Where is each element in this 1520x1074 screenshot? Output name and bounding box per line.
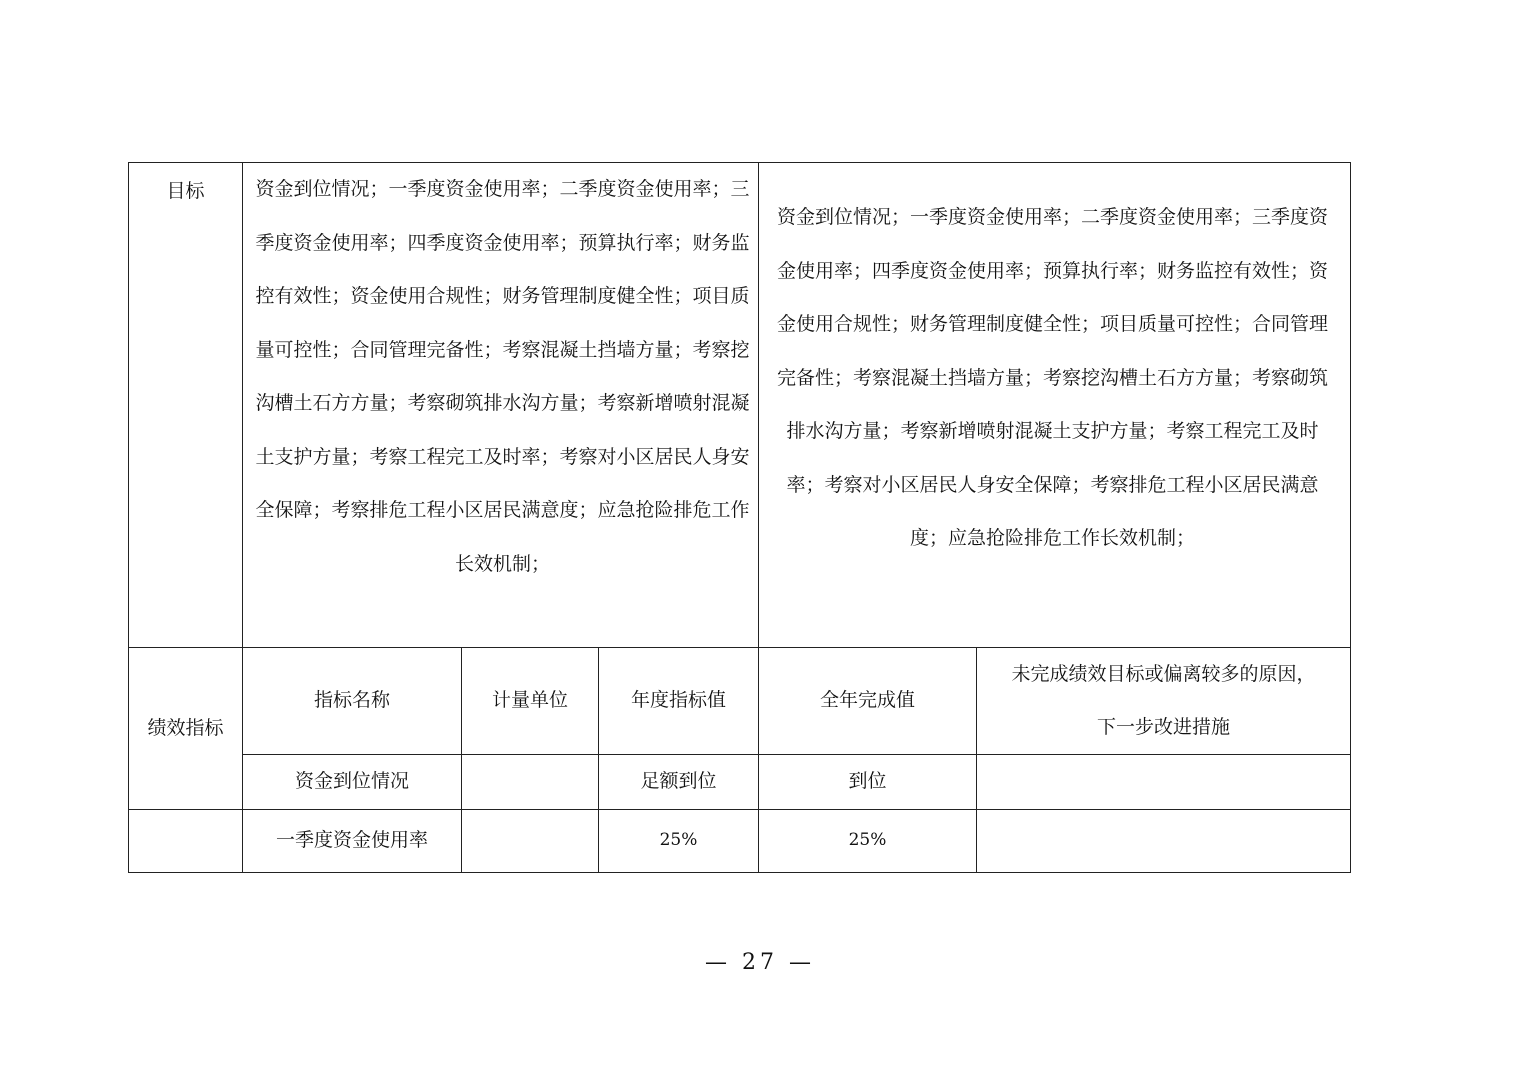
page-number: — 27 — bbox=[705, 950, 815, 975]
indicator-unit-cell bbox=[462, 755, 599, 810]
header-unit: 计量单位 bbox=[462, 648, 599, 755]
target-actual-text bbox=[759, 163, 1351, 648]
table-row bbox=[129, 755, 1351, 810]
target-row bbox=[129, 163, 1351, 648]
header-indicator-name: 指标名称 bbox=[243, 648, 462, 755]
target-actual-content: 资金到位情况；一季度资金使用率；二季度资金使用率；三季度资金使用率；四季度资金使用率；预算执行率；财务监控有效性；资金使用合规性；财务管理制度健全性；项目质量可控性；合同管理完备性；考察混凝土挡墙方量；考察挖沟槽土石方方量；考察砌筑排水沟方量；考察新增喷射混凝土支护方量；考察工程完工及时率；考察对小区居民人身安全保障；考察排危工程小区居民满意度；应急抢险排危工作长效机制； bbox=[777, 206, 1329, 549]
indicator-reason-cell bbox=[977, 810, 1351, 873]
target-label: 目标 bbox=[129, 163, 243, 648]
header-annual-target: 年度指标值 bbox=[599, 648, 759, 755]
indicator-name-cell: 一季度资金使用率 bbox=[243, 810, 462, 873]
target-planned-text bbox=[243, 163, 759, 648]
indicator-target-cell: 足额到位 bbox=[599, 755, 759, 810]
target-planned-content: 资金到位情况；一季度资金使用率；二季度资金使用率；三季度资金使用率；四季度资金使用率；预算执行率；财务监控有效性；资金使用合规性；财务管理制度健全性；项目质量可控性；合同管理完备性；考察混凝土挡墙方量；考察挖沟槽土石方方量；考察砌筑排水沟方量；考察新增喷射混凝土支护方量；考察工程完工及时率；考察对小区居民人身安全保障；考察排危工程小区居民满意度；应急抢险排危工作长效机制； bbox=[255, 178, 750, 575]
table-row bbox=[129, 810, 1351, 873]
indicator-reason-cell bbox=[977, 755, 1351, 810]
indicators-label: 绩效指标 bbox=[129, 648, 243, 810]
indicator-unit-cell bbox=[462, 810, 599, 873]
indicators-label-blank bbox=[129, 810, 243, 873]
header-reason-line1: 未完成绩效目标或偏离较多的原因， bbox=[1011, 663, 1316, 685]
header-reason-line2: 下一步改进措施 bbox=[1097, 716, 1231, 738]
performance-table bbox=[128, 162, 1351, 873]
indicator-header-row bbox=[129, 648, 1351, 755]
header-annual-actual: 全年完成值 bbox=[759, 648, 977, 755]
indicator-actual-cell: 25% bbox=[759, 810, 977, 873]
indicator-actual-cell: 到位 bbox=[759, 755, 977, 810]
indicator-name-cell: 资金到位情况 bbox=[243, 755, 462, 810]
header-reason bbox=[977, 648, 1351, 755]
indicator-target-cell: 25% bbox=[599, 810, 759, 873]
